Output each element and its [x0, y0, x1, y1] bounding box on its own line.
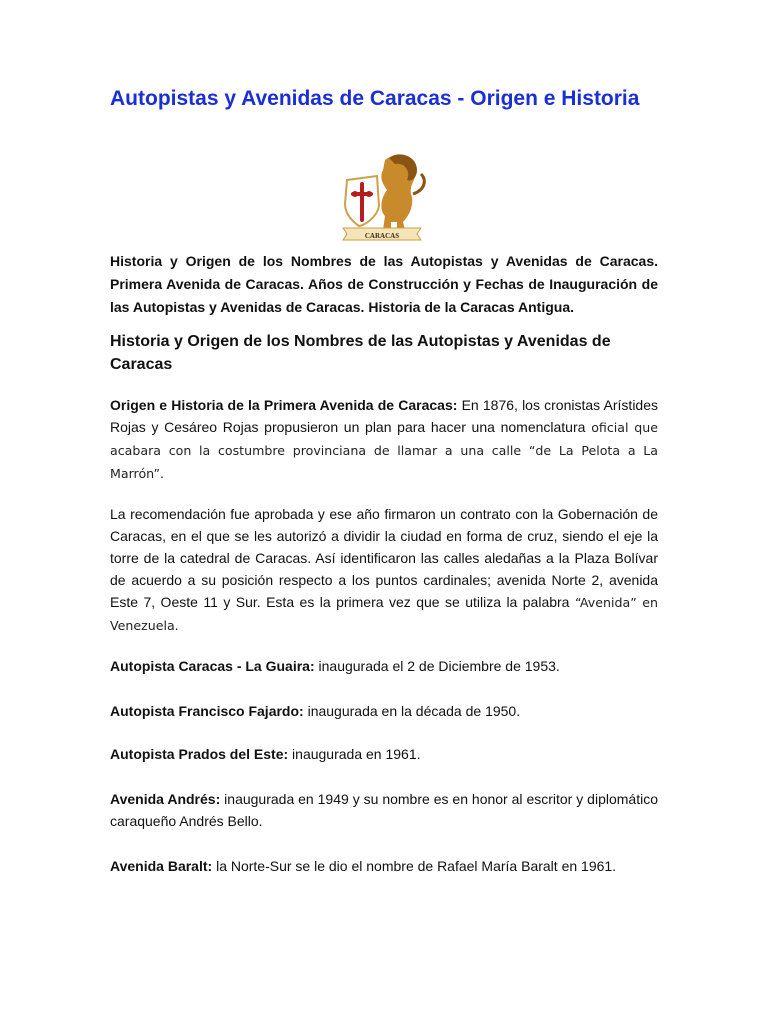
entry-name: Autopista Prados del Este: — [110, 746, 289, 762]
entry-text: inaugurada el 2 de Diciembre de 1953. — [314, 658, 560, 674]
caracas-logo — [333, 150, 431, 244]
entry-name: Autopista Caracas - La Guaira: — [110, 658, 315, 674]
entry-avenida-baralt — [110, 855, 658, 877]
page-title: Autopistas y Avenidas de Caracas - Origen e Historia — [110, 87, 640, 110]
entry-text: inaugurada en 1961. — [288, 746, 421, 762]
entry-autopista-francisco-fajardo — [110, 700, 658, 722]
entry-autopista-prados-del-este — [110, 743, 658, 765]
paragraph-text-continued: oficial que acabara con la costumbre provinciana de llamar a una calle “de La Pelota a La Marrón”. — [110, 420, 658, 481]
entry-autopista-caracas-la-guaira — [110, 655, 658, 677]
entry-text: inaugurada en la década de 1950. — [303, 703, 521, 719]
paragraph-lead: Origen e Historia de la Primera Avenida de Caracas: — [110, 397, 458, 413]
logo-label: CARACAS — [364, 232, 400, 240]
caracas-coat-of-arms-icon — [333, 150, 431, 244]
cross-end-right — [366, 191, 372, 197]
entry-name: Avenida Baralt: — [110, 858, 213, 874]
entry-name: Autopista Francisco Fajardo: — [110, 703, 304, 719]
entry-text: inaugurada en 1949 y su nombre es en honor al escritor y diplomático caraqueño Andrés Bello. — [110, 791, 658, 829]
paragraph-first-avenue — [110, 394, 658, 485]
paragraph-text: En 1876, los cronistas Arístides Rojas y Cesáreo Rojas propusieron un plan para hacer una nomenclatura — [110, 397, 659, 435]
entry-text: la Norte-Sur se le dio el nombre de Rafael María Baralt en 1961. — [212, 858, 617, 874]
paragraph-text-continued: “Avenida” en Venezuela. — [110, 595, 659, 633]
entry-name: Avenida Andrés: — [110, 791, 221, 807]
cross-end-left — [352, 191, 358, 197]
paragraph-text: La recomendación fue aprobada y ese año firmaron un contrato con la Gobernación de Caracas, en el que se les autorizó a dividir la ciudad en forma de cruz, siendo el eje la torre de la catedral de Caracas. Así identificaron las calles aledañas a la Plaza Bolívar de acuerdo a su posición respecto a los puntos cardinales; avenida Norte 2, avenida Este 7, Oeste 11 y Sur. Esta es la primera vez que se utiliza la palabra — [110, 506, 658, 610]
intro-paragraph: Historia y Origen de los Nombres de las Autopistas y Avenidas de Caracas. Primera Avenida de Caracas. Años de Construcción y Fechas de Inauguración de las Autopistas y Avenidas de Caracas. Historia de la Caracas Antigua. — [110, 253, 658, 315]
paragraph-recommendation — [110, 503, 658, 637]
section-heading: Historia y Origen de los Nombres de las Autopistas y Avenidas de Caracas — [110, 333, 611, 373]
entry-avenida-andres — [110, 788, 658, 832]
